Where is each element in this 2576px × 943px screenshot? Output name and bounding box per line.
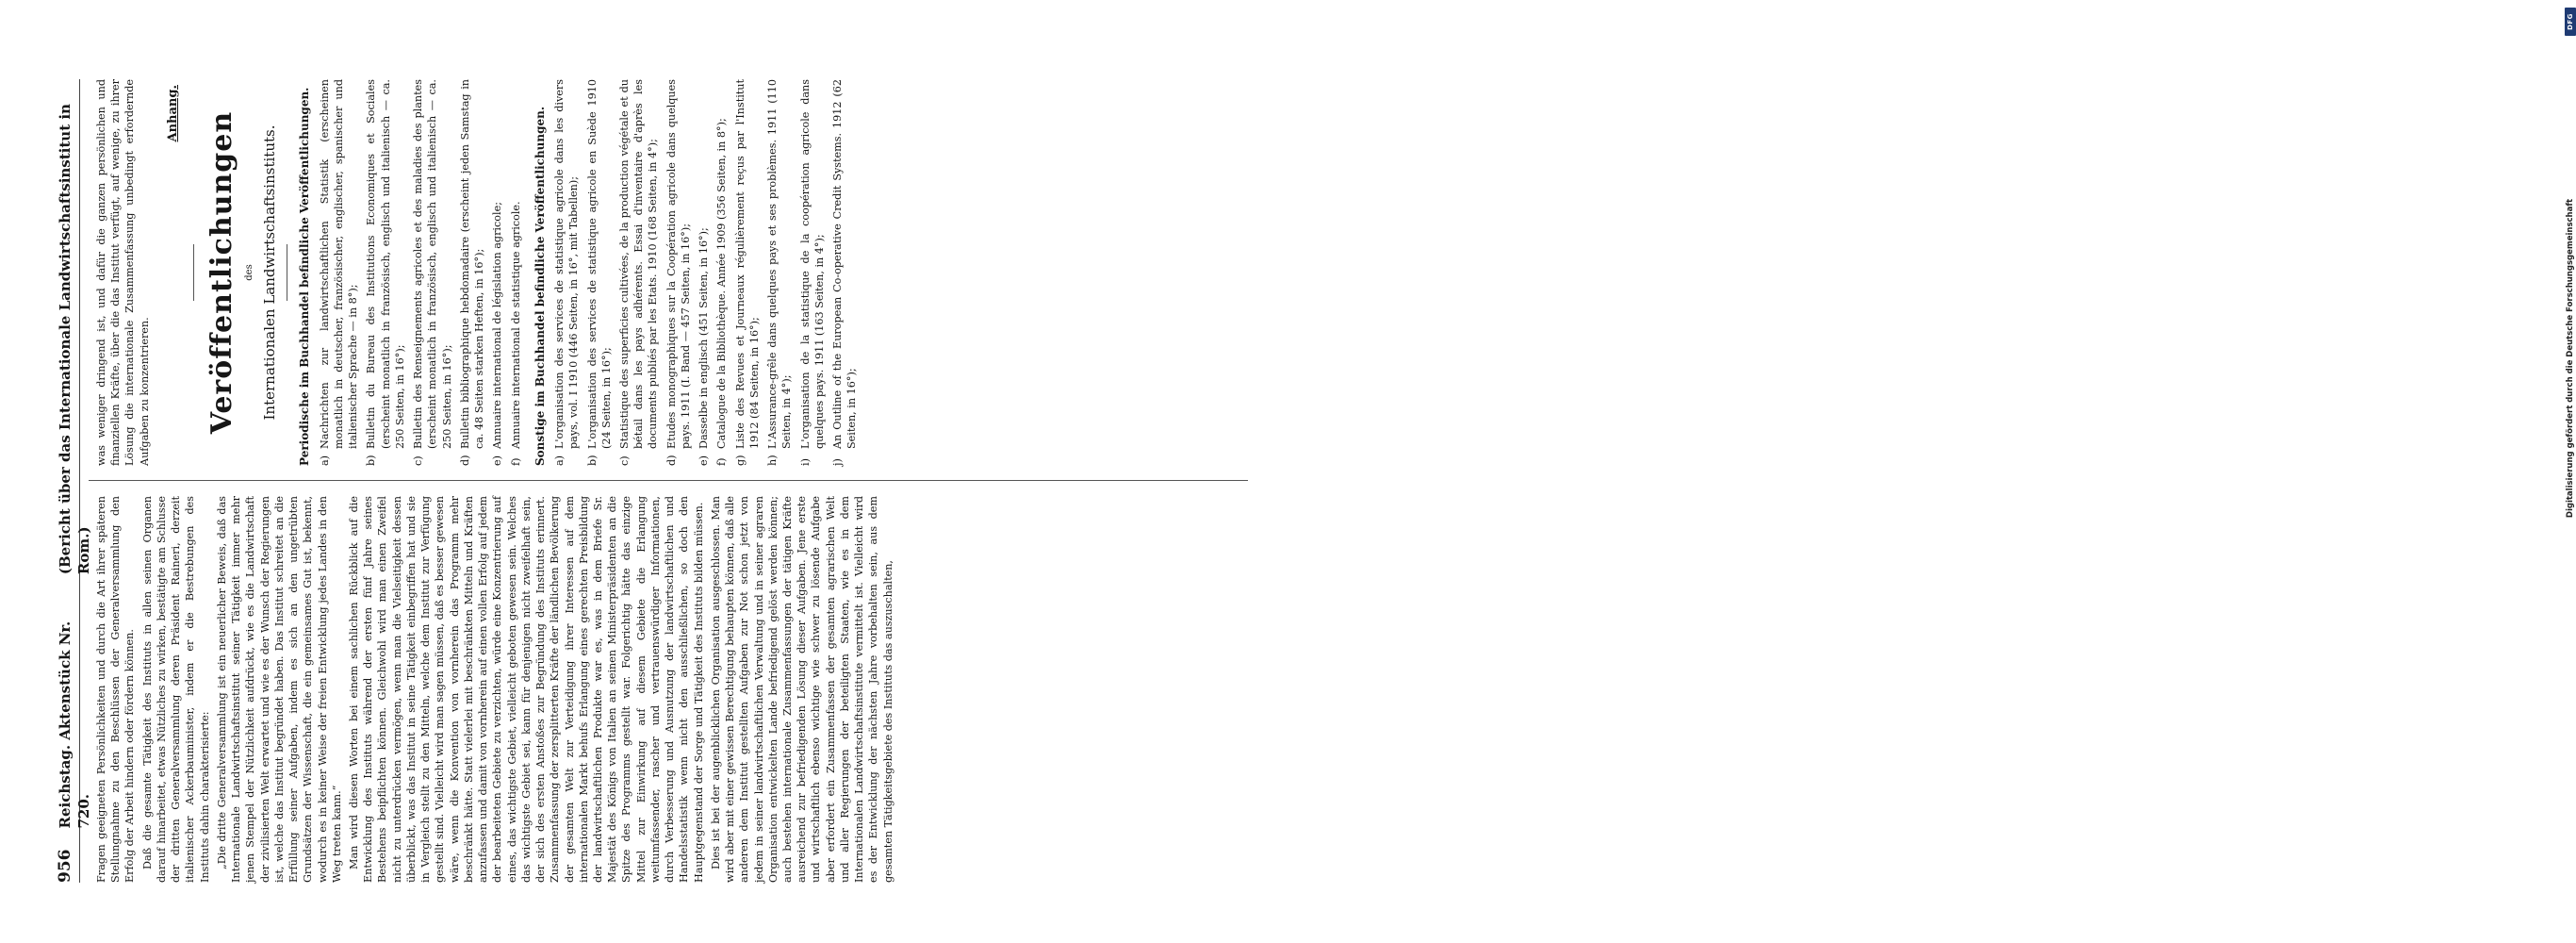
- item-text: Annuaire international de législation agricole;: [491, 202, 504, 449]
- item-text: Bulletin des Renseignements agricoles et des maladies des plantes (erscheint monatlich in französisch, englisch und italienisch — ca. 250 Seiten, in 16°);: [412, 79, 453, 449]
- header-source: Reichstag. Aktenstück Nr. 720.: [57, 620, 93, 829]
- scanned-page: [47, 66, 1263, 896]
- page-number: 956: [56, 849, 74, 883]
- digitization-strip: [1279, 0, 2575, 943]
- item-letter: h): [766, 455, 779, 466]
- left-column: [94, 496, 1239, 883]
- item-letter: e): [491, 455, 504, 466]
- left-paragraph: Dies ist bei der augenblicklichen Organisation ausgeschlossen. Man wird aber mit einer gewissen Berechtigung behaupten können, daß alle anderen dem Institut gestellten Aufgaben zur Not schon jetzt von jedem in seiner landwirtschaftlichen Verwaltung und in seiner agraren Organisation entwickelten Lande befriedigend gelöst werden können; auch bestehen internationale Zusammenfassungen der tätigen Kräfte ausreichend zur befriedigenden Lösung dieser Aufgaben. Jene erste und wirtschaftlich ebenso wichtige wie schwer zu lösende Aufgabe aber erfordert ein Zusammenfassen der gesamten agrarischen Welt und aller Regierungen der beteiligten Staaten, wie es in dem Internationalen Landwirtschaftsinstitute vermittelt ist. Vielleicht wird es der Entwicklung der nächsten Jahre vorbehalten sein, aus dem gesamten Tätigkeitsgebiete des Instituts das auszuschalten,: [709, 496, 894, 883]
- item-text: L'organisation des services de statistique agricole en Suède 1910 (24 Seiten, in 16°);: [585, 79, 613, 449]
- left-paragraph: Daß die gesamte Tätigkeit des Instituts in allen seinen Organen darauf hinarbeitet, etwas Nützliches zu wirken, bestätigte am Schlusse der dritten Generalversammlung deren Präsident Raineri, derzeit italienischer Ackerbauminister, indem er die Bestrebungen des Instituts dahin charakterisierte:: [140, 496, 211, 883]
- item-letter: c): [618, 455, 631, 466]
- publications-des: des: [244, 264, 255, 281]
- list-item: [798, 79, 827, 466]
- item-letter: b): [585, 455, 599, 466]
- list-item: [552, 79, 581, 466]
- left-paragraph: „Die dritte Generalversammlung ist ein neuerlicher Beweis, daß das Internationale Landwirtschaftsinstitut seiner Tätigkeit immer mehr jenen Stempel der Nützlichkeit aufdrückt, wie es die Landwirtschaft der zivilisierten Welt erwartet und wie es der Wunsch der Regierungen ist, welche das Institut begründet haben. Das Institut schreitet an die Erfüllung seiner Aufgaben, indem es sich an den ungetrübten Grundsätzen der Wissenschaft, die ein gemeinsames Gut ist, bekennt, wodurch es in keiner Weise der freien Entwicklung jedes Landes in den Weg treten kann.“: [215, 496, 343, 883]
- item-text: Dasselbe in englisch (451 Seiten, in 16°);: [697, 227, 711, 449]
- item-text: Bulletin bibliographique hebdomadaire (erscheint jeden Samstag in ca. 48 Seiten starken Heften, in 16°);: [458, 79, 486, 449]
- item-text: Nachrichten zur landwirtschaftlichen Statistik (erscheinen monatlich in deutscher, französischer, englischer, spanischer und italienischer Sprache — in 8°);: [318, 79, 360, 449]
- item-text: Statistique des superficies cultivées, de la production végétale et du bétail dans les pays adhérents. Essai d'inventaire d'après les documents publiés par les Etats. 1910 (168 Seiten, in 4°);: [618, 79, 660, 449]
- list-item: [490, 79, 504, 466]
- left-paragraph: Fragen geeigneten Persönlichkeiten und durch die Art ihrer späteren Stellungnahme zu den Beschlüssen der Generalversammlung den Erfolg der Arbeit hindern oder fördern können.: [95, 496, 137, 883]
- item-text: Etudes monographiques sur la Coopération agricole dans quelques pays. 1911 (I. Band — 457 Seiten, in 16°);: [665, 79, 692, 449]
- list-item: [714, 79, 729, 466]
- item-letter: a): [318, 455, 331, 466]
- list-item: [765, 79, 794, 466]
- document-page: [47, 66, 1263, 896]
- periodic-heading: Periodische im Buchhandel befindliche Veröffentlichungen.: [298, 87, 312, 466]
- list-item: [364, 79, 407, 466]
- dfg-logo-icon: [2565, 8, 2576, 36]
- item-letter: a): [553, 455, 566, 466]
- list-item: [411, 79, 454, 466]
- item-text: Annuaire international de statistique agricole.: [509, 201, 522, 449]
- item-text: L'organisation des services de statistique agricole dans les divers pays, vol. I 1910 (446 Seiten, in 16°, mit Tabellen);: [553, 79, 581, 449]
- publications-title: Veröffentlichungen: [205, 110, 238, 435]
- list-item: [733, 79, 762, 466]
- header-title: (Bericht über das Internationale Landwirtschaftsinstitut in Rom.): [57, 104, 93, 575]
- item-text: Liste des Revues et Journeaux régulièrement reçus par l'Institut 1912 (84 Seiten, in 16°);: [733, 79, 761, 449]
- right-column: [94, 79, 1239, 466]
- list-item: [830, 79, 859, 466]
- separator-rule: [193, 244, 194, 301]
- item-letter: e): [697, 455, 711, 466]
- dfg-badge-label: DFG: [2567, 13, 2574, 30]
- item-letter: d): [665, 455, 678, 466]
- list-item: [697, 79, 711, 466]
- list-item: [509, 79, 523, 466]
- item-text: Catalogue de la Bibliothèque. Année 1909 (356 Seiten, in 8°);: [715, 118, 729, 449]
- digitization-note: Digitalisierung gefördert durch die Deutsche Forschungsgemeinschaft: [2566, 198, 2575, 519]
- column-divider: [89, 480, 1248, 481]
- right-intro: was weniger dringend ist, und dafür die ganzen persönlichen und finanziellen Kräfte, über die das Institut verfügt, auf wenige, zu ihrer Lösung die internationale Zusammenfassung unbedingt erfordernde Aufgaben zu konzentrieren.: [95, 79, 151, 466]
- item-letter: i): [798, 458, 812, 466]
- appendix-label: Anhang.: [165, 85, 180, 142]
- item-letter: g): [733, 455, 747, 466]
- item-text: An Outline of the European Co-operative Credit Systems. 1912 (62 Seiten, in 16°);: [831, 79, 859, 449]
- item-letter: j): [831, 458, 845, 466]
- list-item: [458, 79, 486, 466]
- left-paragraph: Man wird diesen Worten bei einem sachlichen Rückblick auf die Entwicklung des Instituts während der ersten fünf Jahre seines Bestehens beipflichten können. Gleichwohl wird man einen Zweifel nicht zu unterdrücken vermögen, wenn man die Vielseitigkeit dessen überblickt, was das Institut in seine Tätigkeit einbegriffen hat und sie in Vergleich stellt zu den Mitteln, welche dem Institut zur Verfügung gestellt sind. Vielleicht wird man sagen müssen, daß es besser gewesen wäre, wenn die Konvention von vornherein das Programm mehr beschränkt hätte. Statt vielerlei mit beschränkten Mitteln und Kräften anzufassen und damit von vornherein auf einen vollen Erfolg auf jedem der bearbeiteten Gebiete zu verzichten, würde eine Konzentrierung auf eines, das wichtigste Gebiet, vielleicht geboten gewesen sein. Welches das wichtigste Gebiet sei, kann für denjenigen nicht zweifelhaft sein, der sich des ersten Anstoßes zur Begründung des Instituts erinnert. Zusammenfassung der zersplitterten Kräfte der ländlichen Bevölkerung der gesamten Welt zur Verteidigung ihrer Interessen auf dem internationalen Markt behufs Erlangung eines gerechten Preisbildung der landwirtschaftlichen Produkte war es, was in dem Briefe Sr. Majestät des Königs von Italien an seinen Ministerpräsidenten an die Spitze des Programms gestellt war. Folgerichtig hätte das einzige Mittel zur Einwirkung auf diesem Gebiete die Erlangung weitumfassender, rascher und vertrauenswürdiger Informationen, durch Verbesserung und Ausnutzung der landwirtschaftlichen und Handelsstatistik wenn nicht den ausschließlichen, so doch den Hauptgegenstand der Sorge und Tätigkeit des Instituts bilden müssen.: [347, 496, 705, 883]
- list-item: [585, 79, 614, 466]
- item-letter: c): [412, 455, 425, 466]
- list-item: [665, 79, 693, 466]
- item-text: Bulletin du Bureau des Institutions Economiques et Sociales (erscheint monatlich in französisch, englisch und italienisch — ca. 250 Seiten, in 16°);: [365, 79, 406, 449]
- item-letter: f): [715, 457, 729, 466]
- list-item: [617, 79, 661, 466]
- list-item: [318, 79, 361, 466]
- item-text: L'organisation de la statistique de la coopération agricole dans quelques pays. 1911 (163 Seiten, in 4°);: [798, 79, 826, 449]
- item-text: L'Assurance-grêle dans quelques pays et ses problèmes. 1911 (110 Seiten, in 4°);: [766, 79, 794, 449]
- institute-name: Internationalen Landwirtschaftsinstituts.: [261, 124, 278, 421]
- page-header: [55, 79, 93, 883]
- item-letter: f): [509, 457, 522, 466]
- item-letter: b): [365, 455, 378, 466]
- other-heading: Sonstige im Buchhandel befindliche Veröffentlichungen.: [533, 106, 547, 466]
- item-letter: d): [458, 455, 471, 466]
